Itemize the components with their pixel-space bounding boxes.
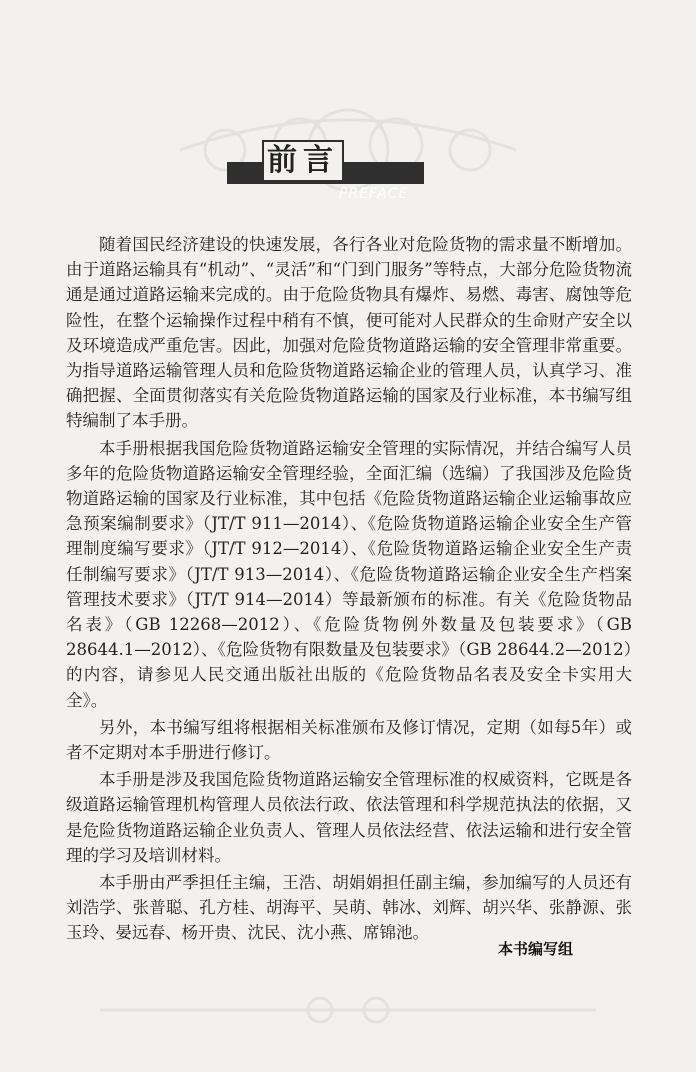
paragraph: 本手册由严季担任主编，王浩、胡娟娟担任副主编，参加编写的人员还有刘浩学、张普聪、孔方桂、胡海平、吴萌、韩冰、刘辉、胡兴华、张静源、张玉玲、晏远春、杨开贵、沈民、沈小燕、席锦池。	[66, 873, 632, 943]
heading-title: 前言	[262, 140, 344, 182]
paragraph: 本手册根据我国危险货物道路运输安全管理的实际情况，并结合编写人员多年的危险货物道路运输安全管理经验，全面汇编（选编）了我国涉及危险货物道路运输的国家及行业标准，其中包括《危险货物道路运输企业运输事故应急预案编制要求》（JT/T 911—2014）、《危险货物道路运输企业安全生产管理制度编写要求》（JT/T 912—2014）、《危险货物道路运输企业安全生产责任制编写要求》（JT/T 913—2014）、《危险货物道路运输企业安全生产档案管理技术要求》（JT/T 914—2014）等最新颁布的标准。有关《危险货物品名表》（GB 12268—2012）、《危险货物例外数量及包装要求》（GB 28644.1—2012）、《危险货物有限数量及包装要求》（GB 28644.2—2012）的内容，请参见人民交通出版社出版的《危险货物品名表及安全卡实用大全》。	[66, 438, 632, 710]
signature: 本书编写组	[498, 940, 574, 958]
heading-subtitle: PREFACE	[339, 186, 409, 202]
paragraph: 另外，本书编写组将根据相关标准颁布及修订情况，定期（如每5年）或者不定期对本手册进行修订。	[66, 717, 632, 763]
paragraph: 随着国民经济建设的快速发展，各行各业对危险货物的需求量不断增加。由于道路运输具有“机动”、“灵活”和“门到门服务”等特点，大部分危险货物流通是通过道路运输来完成的。由于危险货物具有爆炸、易燃、毒害、腐蚀等危险性，在整个运输操作过程中稍有不慎，便可能对人民群众的生命财产安全以及环境造成严重危害。因此，加强对危险货物道路运输的安全管理非常重要。为指导道路运输管理人员和危险货物道路运输企业的管理人员，认真学习、准确把握、全面贯彻落实有关危险货物道路运输的国家及行业标准，本书编写组特编制了本手册。	[66, 235, 632, 431]
preface-body	[66, 232, 632, 948]
paragraph: 本手册是涉及我国危险货物道路运输安全管理标准的权威资料，它既是各级道路运输管理机构管理人员依法行政、依法管理和科学规范执法的依据，又是危险货物道路运输企业负责人、管理人员依法经营、依法运输和进行安全管理的学习及培训材料。	[66, 770, 632, 865]
preface-heading	[227, 140, 424, 202]
